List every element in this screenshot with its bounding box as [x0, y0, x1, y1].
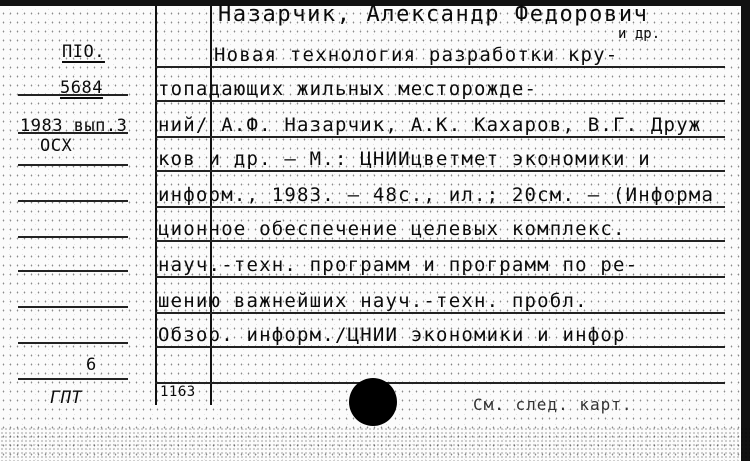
library-mark: ГПТ: [50, 388, 83, 408]
text-rule: [155, 136, 725, 138]
accession-number: 5684: [60, 78, 103, 98]
left-column-rule: [18, 306, 128, 308]
body-line: науч.-техн. программ и программ по ре-: [158, 254, 639, 276]
text-rule: [155, 240, 725, 242]
text-rule: [155, 170, 725, 172]
series-code: ОСХ: [40, 136, 73, 156]
text-rule: [155, 346, 725, 348]
left-column-rule: [18, 236, 128, 238]
text-rule: [155, 382, 725, 384]
author-heading: Назарчик, Александр Федорович: [218, 2, 649, 27]
body-line: информ., 1983. — 48с., ил.; 20см. — (Информа: [158, 184, 715, 206]
body-line: шению важнейших науч.-техн. пробл.: [158, 290, 588, 312]
left-column-rule: [18, 342, 128, 344]
body-line: ков и др. — М.: ЦНИИцветмет экономики и: [158, 148, 651, 170]
body-line: топадающих жильных месторожде-: [158, 78, 538, 100]
call-number: ПІО.: [62, 42, 105, 62]
body-line: ционное обеспечение целевых комплекс.: [158, 218, 626, 240]
co-authors-note: и др.: [618, 26, 661, 42]
body-line: ний/ А.Ф. Назарчик, А.К. Кахаров, В.Г. Друж: [158, 114, 702, 136]
left-margin-line: [155, 0, 157, 405]
card-bottom-noise: [0, 427, 750, 461]
card-number: 1163: [160, 384, 196, 400]
year-issue: 1983 вып.3: [20, 116, 128, 136]
left-column-rule: [18, 270, 128, 272]
text-rule: [155, 206, 725, 208]
continuation-note: См. след. карт.: [473, 395, 633, 414]
text-rule: [155, 100, 725, 102]
text-rule: [155, 276, 725, 278]
copies-count: 6: [86, 355, 97, 375]
left-column-rule: [18, 378, 128, 380]
body-line: Новая технология разработки кру-: [214, 44, 619, 66]
body-line: Обзор. информ./ЦНИИ экономики и инфор: [158, 324, 626, 346]
text-rule: [155, 312, 725, 314]
punch-hole: [349, 378, 397, 426]
left-column-rule: [18, 164, 128, 166]
text-rule: [155, 66, 725, 68]
left-column-rule: [18, 200, 128, 202]
card-right-edge: [741, 0, 750, 461]
